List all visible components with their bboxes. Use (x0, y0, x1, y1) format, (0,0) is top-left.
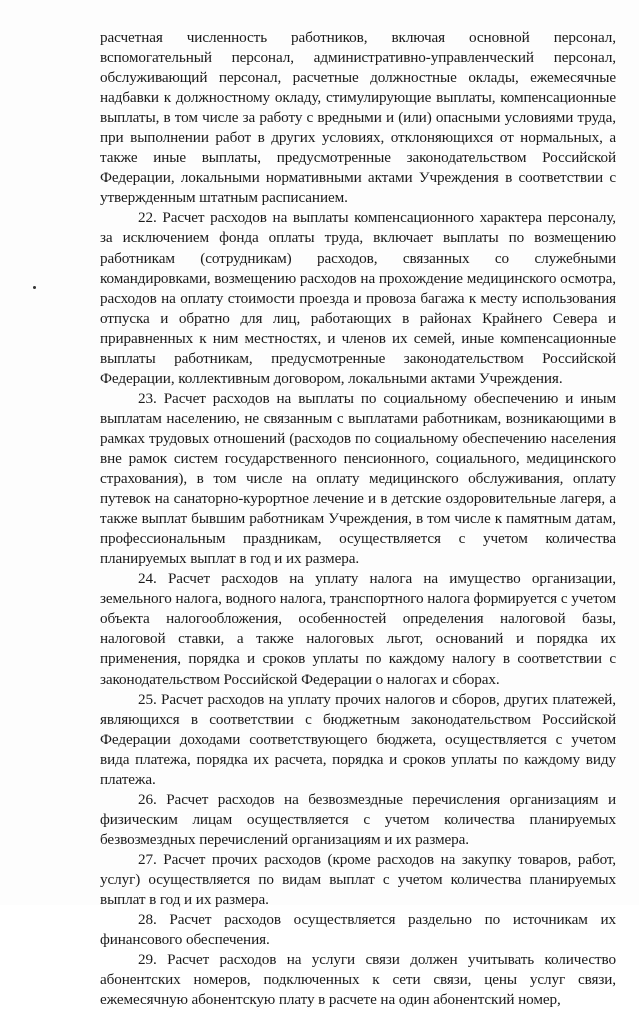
paragraph-23: 23. Расчет расходов на выплаты по социальному обеспечению и иным выплатам населению, не связанным с выплатами работникам, возникающими в рамках трудовых отношений (расходов по социальному обеспечению населения вне рамок систем государственного пенсионного, социального, медицинского страхования), в том числе на оплату медицинского обслуживания, оплату путевок на санаторно-курортное лечение и в детские оздоровительные лагеря, а также выплат бывшим работникам Учреждения, в том числе к памятным датам, профессиональным праздникам, осуществляется с учетом количества планируемых выплат в год и их размера. (100, 389, 616, 568)
paragraph-28: 28. Расчет расходов осуществляется раздельно по источникам их финансового обеспечения. (100, 911, 616, 949)
paragraph-25: 25. Расчет расходов на уплату прочих налогов и сборов, других платежей, являющихся в соответствии с бюджетным законодательством Российской Федерации доходами соответствующего бюджета, осуществляется с учетом вида платежа, порядка их расчета, порядка и сроков уплаты по каждому виду платежа. (100, 690, 616, 788)
scan-speck (33, 286, 36, 289)
paragraph-29: 29. Расчет расходов на услуги связи должен учитывать количество абонентских номеров, подключенных к сети связи, цены услуг связи, ежемесячную абонентскую плату в расчете на один абонентский номер, (100, 951, 616, 1009)
paragraph-26: 26. Расчет расходов на безвозмездные перечисления организациям и физическим лицам осуществляется с учетом количества планируемых безвозмездных перечислений организациям и их размера. (100, 790, 616, 848)
paragraph-24: 24. Расчет расходов на уплату налога на имущество организации, земельного налога, водного налога, транспортного налога формируется с учетом объекта налогообложения, особенностей определения налоговой базы, налоговой ставки, а также налоговых льгот, оснований и порядка их применения, порядка и сроков уплаты по каждому налогу в соответствии с законодательством Российской Федерации о налогах и сборах. (100, 570, 616, 688)
paragraph-22: 22. Расчет расходов на выплаты компенсационного характера персоналу, за исключением фонда оплаты труда, включает выплаты по возмещению работникам (сотрудникам) расходов, связанных со служебными командировками, возмещению расходов на прохождение медицинского осмотра, расходов на оплату стоимости проезда и провоза багажа к месту использования отпуска и обратно для лиц, работающих в районах Крайнего Севера и приравненных к ним местностях, и членов их семей, иные компенсационные выплаты работникам, предусмотренные законодательством Российской Федерации, коллективным договором, локальными актами Учреждения. (100, 209, 616, 387)
document-body (100, 28, 616, 1010)
paragraph-continued: расчетная численность работников, включая основной персонал, вспомогательный персонал, административно-управленческий персонал, обслуживающий персонал, расчетные должностные оклады, ежемесячные надбавки к должностному окладу, стимулирующие выплаты, компенсационные выплаты, в том числе за работу с вредными и (или) опасными условиями труда, при выполнении работ в других условиях, отклоняющихся от нормальных, а также иные выплаты, предусмотренные законодательством Российской Федерации, локальными нормативными актами Учреждения в соответствии с утвержденным штатным расписанием. (100, 29, 616, 207)
paragraph-27: 27. Расчет прочих расходов (кроме расходов на закупку товаров, работ, услуг) осуществляется по видам выплат с учетом количества планируемых выплат в год и их размера. (100, 850, 616, 909)
